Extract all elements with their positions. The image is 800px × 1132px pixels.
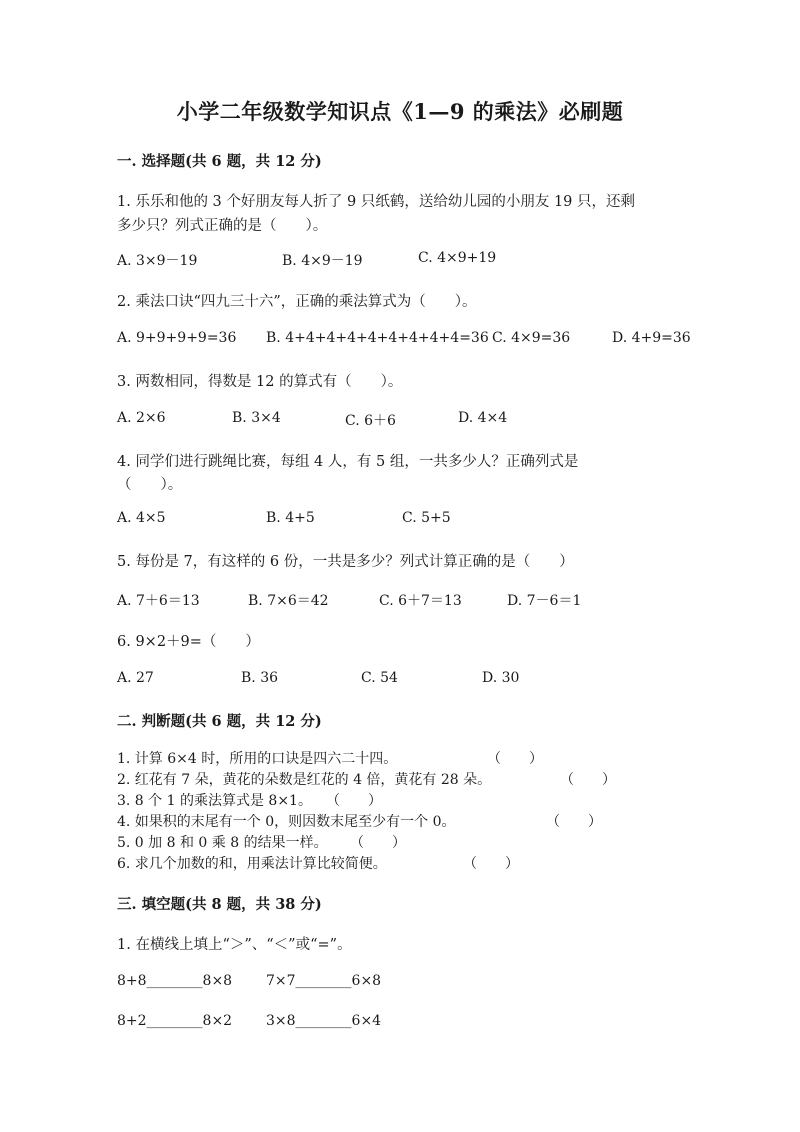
question-3-text: 3. 两数相同，得数是 12 的算式有（ ）。 (117, 374, 403, 390)
judgement-item-1: 1. 计算 6×4 时，所用的口诀是四六二十四。 (117, 751, 398, 767)
page-title: 小学二年级数学知识点《1—9 的乘法》必刷题 (176, 99, 624, 124)
question-1-option-c: C. 4×9+19 (418, 250, 497, 266)
fill-question-1-row-2-item-1: 8+2________8×2 (117, 1013, 233, 1029)
section-heading-judgement: 二. 判断题(共 6 题，共 12 分) (117, 713, 322, 730)
question-2-option-d: D. 4+9=36 (612, 330, 691, 346)
question-3-option-a: A. 2×6 (117, 410, 166, 426)
question-2-option-b: B. 4+4+4+4+4+4+4+4+4=36 (266, 330, 489, 346)
judgement-item-3: 3. 8 个 1 的乘法算式是 8×1。 (117, 793, 312, 809)
judgement-item-2-answer-blank: （ ） (560, 772, 616, 788)
question-1-line-1: 1. 乐乐和他的 3 个好朋友每人折了 9 只纸鹤，送给幼儿园的小朋友 19 只，还剩 (117, 194, 635, 210)
judgement-item-5-answer-blank: （ ） (350, 835, 406, 851)
question-4-option-c: C. 5+5 (402, 510, 451, 526)
question-6-option-c: C. 54 (361, 670, 398, 686)
question-1-option-a: A. 3×9－19 (117, 253, 198, 269)
question-3-option-c: C. 6＋6 (345, 413, 396, 429)
judgement-item-4: 4. 如果积的末尾有一个 0，则因数末尾至少有一个 0。 (117, 814, 456, 830)
question-4-line-1: 4. 同学们进行跳绳比赛，每组 4 人，有 5 组，一共多少人？正确列式是 (117, 454, 579, 470)
fill-question-1-row-1-item-2: 7×7________6×8 (266, 973, 382, 989)
judgement-item-5: 5. 0 加 8 和 0 乘 8 的结果一样。 (117, 835, 328, 851)
question-3-option-b: B. 3×4 (232, 410, 281, 426)
question-2-text: 2. 乘法口诀“四九三十六”，正确的乘法算式为（ ）。 (117, 294, 477, 310)
fill-question-1-row-1-item-1: 8+8________8×8 (117, 973, 233, 989)
section-heading-fill-in: 三. 填空题(共 8 题，共 38 分) (117, 896, 322, 913)
question-5-option-c: C. 6＋7＝13 (379, 593, 462, 609)
section-heading-choice: 一. 选择题(共 6 题，共 12 分) (117, 153, 322, 170)
question-2-option-a: A. 9+9+9+9=36 (117, 330, 237, 346)
judgement-item-6-answer-blank: （ ） (463, 856, 519, 872)
fill-question-1-text: 1. 在横线上填上“＞”、“＜”或“=”。 (117, 937, 352, 953)
fill-question-1-row-2-item-2: 3×8________6×4 (266, 1013, 382, 1029)
question-4-option-b: B. 4+5 (266, 510, 315, 526)
question-5-option-a: A. 7＋6＝13 (117, 593, 200, 609)
question-5-text: 5. 每份是 7，有这样的 6 份，一共是多少？列式计算正确的是（ ） (117, 554, 574, 570)
question-1-line-2: 多少只？列式正确的是（ ）。 (117, 218, 328, 234)
judgement-item-6: 6. 求几个加数的和，用乘法计算比较简便。 (117, 856, 387, 872)
question-6-option-b: B. 36 (241, 670, 279, 686)
judgement-item-2: 2. 红花有 7 朵，黄花的朵数是红花的 4 倍，黄花有 28 朵。 (117, 772, 492, 788)
question-6-option-a: A. 27 (117, 670, 154, 686)
judgement-item-1-answer-blank: （ ） (487, 751, 543, 767)
question-1-option-b: B. 4×9－19 (282, 253, 363, 269)
question-6-option-d: D. 30 (482, 670, 520, 686)
question-4-option-a: A. 4×5 (117, 510, 166, 526)
question-6-text: 6. 9×2＋9=（ ） (117, 634, 260, 650)
judgement-item-4-answer-blank: （ ） (546, 814, 602, 830)
question-2-option-c: C. 4×9=36 (492, 330, 571, 346)
question-5-option-b: B. 7×6＝42 (248, 593, 329, 609)
judgement-item-3-answer-blank: （ ） (326, 793, 382, 809)
question-5-option-d: D. 7－6＝1 (507, 593, 582, 609)
question-4-line-2: （ ）。 (117, 477, 183, 493)
question-3-option-d: D. 4×4 (458, 410, 508, 426)
